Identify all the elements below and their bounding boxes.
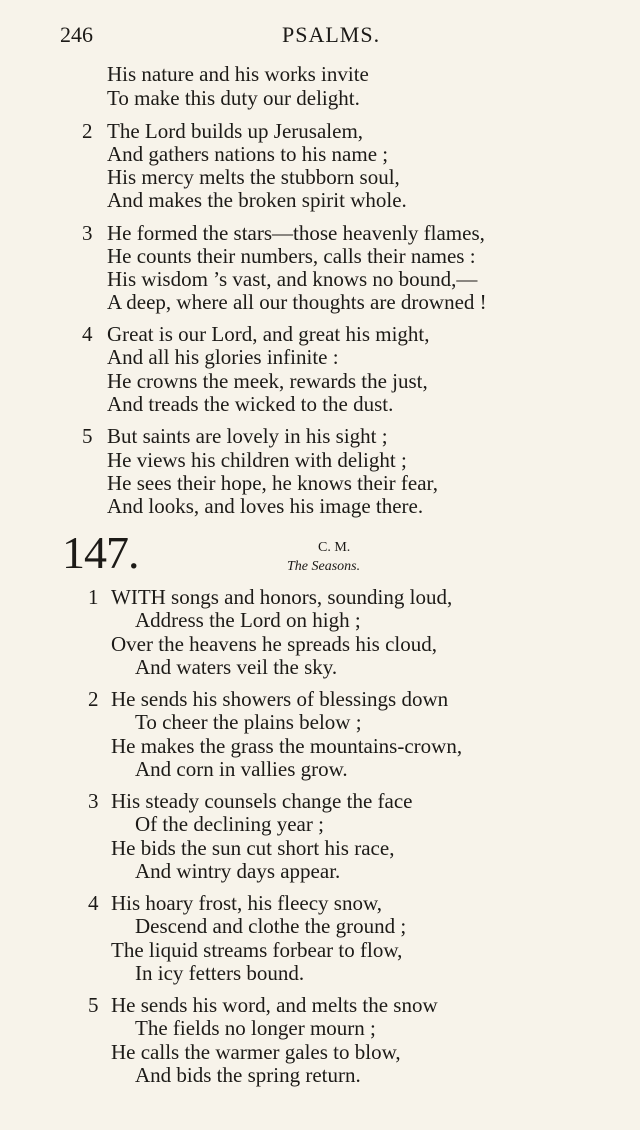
- verse-line: His nature and his works invite: [107, 62, 369, 86]
- page-number: 246: [60, 22, 93, 47]
- verse-number: 3: [88, 789, 99, 813]
- verse-line: The liquid streams forbear to flow,: [111, 938, 403, 962]
- verse-line: And waters veil the sky.: [135, 655, 338, 679]
- verse-number: 5: [82, 424, 93, 448]
- verse-number: 2: [88, 687, 99, 711]
- verse-line: And wintry days appear.: [135, 859, 341, 883]
- running-title: PSALMS.: [282, 22, 381, 47]
- verse-line: WITH songs and honors, sounding loud,: [111, 585, 453, 609]
- verse-line: Descend and clothe the ground ;: [135, 914, 407, 938]
- page-header: [0, 22, 640, 52]
- verse-line: The fields no longer mourn ;: [135, 1016, 376, 1040]
- verse-line: And gathers nations to his name ;: [107, 142, 389, 166]
- verse-line: And all his glories infinite :: [107, 345, 339, 369]
- verse-line: The Lord builds up Jerusalem,: [107, 119, 364, 143]
- verse-line: He sends his showers of blessings down: [111, 687, 449, 711]
- verse-line: And treads the wicked to the dust.: [107, 392, 394, 416]
- verse-line: To cheer the plains below ;: [135, 710, 362, 734]
- verse-line: In icy fetters bound.: [135, 961, 305, 985]
- verse-line: He crowns the meek, rewards the just,: [107, 369, 428, 393]
- hymn-meter: C. M.: [318, 540, 351, 555]
- verse-number: 5: [88, 993, 99, 1017]
- verse-number: 4: [88, 891, 99, 915]
- verse-line: He bids the sun cut short his race,: [111, 836, 395, 860]
- hymn-title: The Seasons.: [287, 559, 361, 574]
- verse-line: He views his children with delight ;: [107, 448, 407, 472]
- verse-line: He sees their hope, he knows their fear,: [107, 471, 438, 495]
- verse-line: But saints are lovely in his sight ;: [107, 424, 388, 448]
- verse-line: To make this duty our delight.: [107, 86, 360, 110]
- verse-line: And bids the spring return.: [135, 1063, 361, 1087]
- verse-line: He counts their numbers, calls their names :: [107, 244, 476, 268]
- verse-number: 4: [82, 322, 93, 346]
- verse-line: His steady counsels change the face: [111, 789, 413, 813]
- verse-line: His hoary frost, his fleecy snow,: [111, 891, 383, 915]
- verse-line: Of the declining year ;: [135, 812, 324, 836]
- verse-line: And corn in vallies grow.: [135, 757, 348, 781]
- verse-line: He formed the stars—those heavenly flames,: [107, 221, 485, 245]
- verse-line: He makes the grass the mountains-crown,: [111, 734, 463, 758]
- verse-number: 3: [82, 221, 93, 245]
- verse-line: Over the heavens he spreads his cloud,: [111, 632, 437, 656]
- verse-line: And looks, and loves his image there.: [107, 494, 424, 518]
- hymn-number: 147.: [62, 527, 139, 578]
- verse-line: Great is our Lord, and great his might,: [107, 322, 430, 346]
- verse-line: His wisdom ’s vast, and knows no bound,—: [107, 267, 478, 291]
- verse-line: His mercy melts the stubborn soul,: [107, 165, 400, 189]
- verse-line: And makes the broken spirit whole.: [107, 188, 407, 212]
- verse-line: He calls the warmer gales to blow,: [111, 1040, 401, 1064]
- verse-line: A deep, where all our thoughts are drowned !: [107, 290, 487, 314]
- verse-line: Address the Lord on high ;: [135, 608, 361, 632]
- verse-number: 1: [88, 585, 99, 609]
- verse-number: 2: [82, 119, 93, 143]
- verse-line: He sends his word, and melts the snow: [111, 993, 438, 1017]
